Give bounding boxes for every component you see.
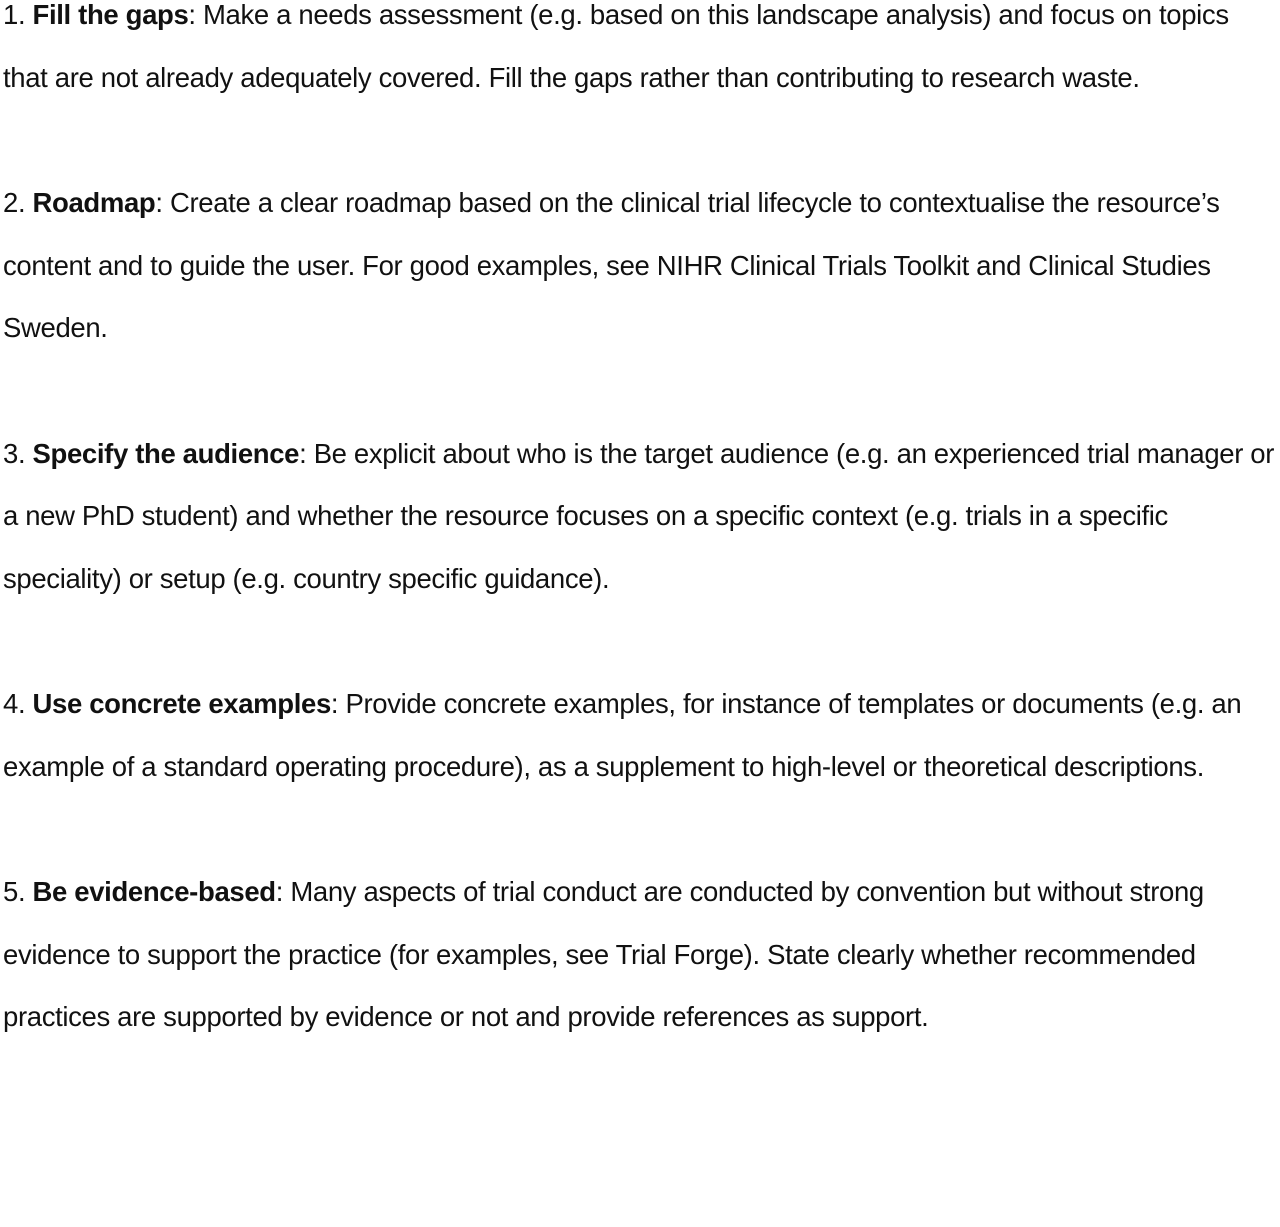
item-text: : Be explicit about who is the target audience (e.g. an experienced trial manager or a new PhD student) and whether the resource focuses on a specific context (e.g. trials in a specific speciality) or setup (e.g. country specific guidance).	[3, 437, 1275, 594]
recommendation-item-3	[3, 423, 1278, 611]
item-term: Use concrete examples	[32, 688, 331, 719]
item-number: 1.	[3, 0, 33, 30]
item-number: 5.	[3, 876, 33, 907]
item-text: : Make a needs assessment (e.g. based on this landscape analysis) and focus on topics that are not already adequately covered. Fill the gaps rather than contributing to research waste.	[3, 0, 1229, 93]
item-number: 2.	[3, 187, 33, 218]
recommendation-item-4	[3, 673, 1278, 798]
recommendation-item-5	[3, 861, 1278, 1049]
item-number: 3.	[3, 437, 33, 469]
recommendations-document	[3, 0, 1278, 1049]
item-text: : Provide concrete examples, for instance of templates or documents (e.g. an example of a standard operating procedure), as a supplement to high-level or theoretical descriptions.	[3, 688, 1242, 782]
item-term: Fill the gaps	[32, 0, 189, 30]
recommendation-item-1	[3, 0, 1278, 109]
item-term: Specify the audience	[32, 437, 300, 469]
item-number: 4.	[3, 688, 33, 719]
recommendation-item-2	[3, 172, 1278, 360]
item-term: Be evidence-based	[32, 876, 276, 907]
item-text: : Many aspects of trial conduct are conducted by convention but without strong evidence to support the practice (for examples, see Trial Forge). State clearly whether recommended practices are supported by evidence or not and provide references as support.	[3, 876, 1204, 1032]
item-text: : Create a clear roadmap based on the clinical trial lifecycle to contextualise the resource’s content and to guide the user. For good examples, see NIHR Clinical Trials Toolkit and Clinical Studies Sweden.	[3, 187, 1220, 343]
item-term: Roadmap	[32, 187, 156, 218]
